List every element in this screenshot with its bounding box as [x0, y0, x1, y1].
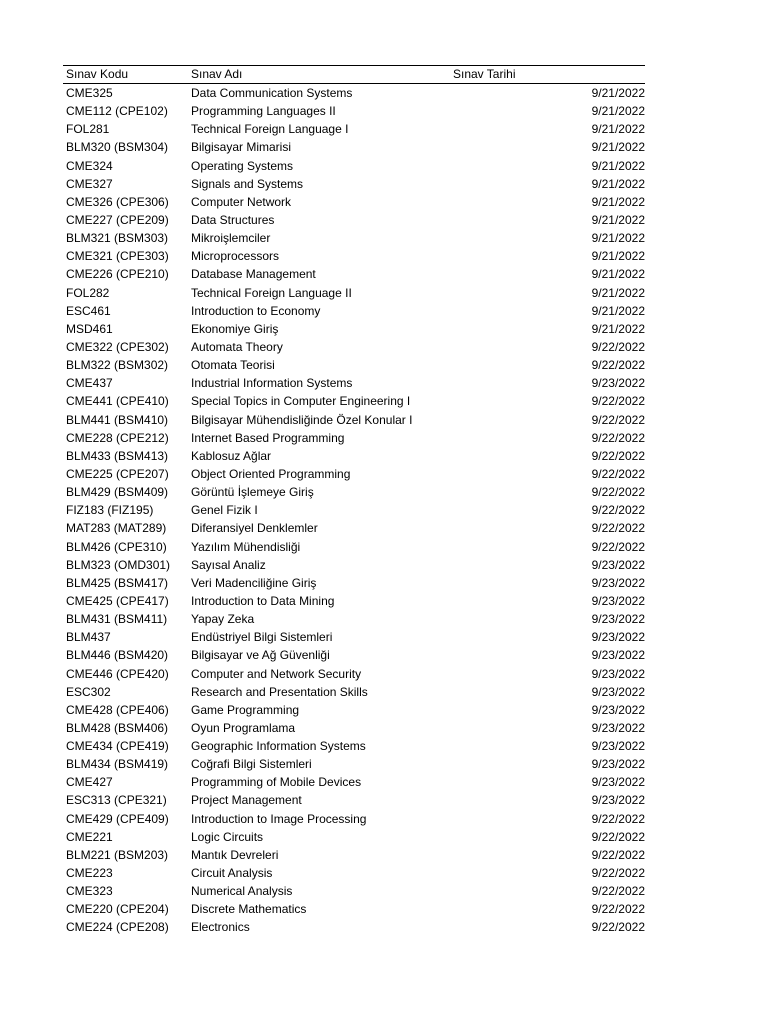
exam-date-cell: 9/23/2022: [591, 757, 645, 772]
exam-date-cell: 9/22/2022: [591, 430, 645, 445]
exam-date-cell: 9/22/2022: [591, 485, 645, 500]
exam-date-cell: 9/23/2022: [591, 376, 645, 391]
table-row: [63, 338, 645, 356]
exam-date-cell: 9/21/2022: [591, 176, 645, 191]
exam-code-cell: BLM429 (BSM409): [66, 485, 169, 500]
exam-name-cell: Circuit Analysis: [191, 866, 273, 881]
exam-date-cell: 9/21/2022: [591, 267, 645, 282]
exam-name-cell: Game Programming: [191, 702, 300, 717]
exam-name-cell: Technical Foreign Language II: [191, 285, 352, 300]
exam-name-cell: Introduction to Data Mining: [191, 593, 335, 608]
exam-date-cell: 9/23/2022: [591, 612, 645, 627]
table-row: [63, 665, 645, 683]
table-row: [63, 592, 645, 610]
exam-name-cell: Automata Theory: [191, 339, 283, 354]
exam-name-cell: Introduction to Image Processing: [191, 811, 367, 826]
header-exam-date: Sınav Tarihi: [453, 67, 516, 81]
table-row: [63, 628, 645, 646]
exam-date-cell: 9/23/2022: [591, 775, 645, 790]
exam-name-cell: Introduction to Economy: [191, 303, 321, 318]
exam-code-cell: MSD461: [66, 321, 113, 336]
exam-name-cell: Sayısal Analiz: [191, 557, 266, 572]
exam-date-cell: 9/22/2022: [591, 539, 645, 554]
table-row: [63, 193, 645, 211]
table-row: [63, 501, 645, 519]
exam-name-cell: Ekonomiye Giriş: [191, 321, 279, 336]
exam-date-cell: 9/23/2022: [591, 557, 645, 572]
table-row: [63, 918, 645, 936]
exam-date-cell: 9/22/2022: [591, 902, 645, 917]
table-row: [63, 574, 645, 592]
exam-name-cell: Electronics: [191, 920, 250, 935]
header-exam-name: Sınav Adı: [191, 67, 243, 81]
table-row: [63, 302, 645, 320]
exam-name-cell: Görüntü İşlemeye Giriş: [191, 485, 314, 500]
exam-code-cell: CME221: [66, 829, 113, 844]
table-row: [63, 646, 645, 664]
exam-name-cell: Otomata Teorisi: [191, 358, 275, 373]
exam-code-cell: ESC302: [66, 684, 111, 699]
table-body: [63, 84, 645, 937]
exam-code-cell: CME326 (CPE306): [66, 194, 169, 209]
exam-code-cell: CME325: [66, 86, 113, 100]
table-row: [63, 755, 645, 773]
exam-code-cell: CME228 (CPE212): [66, 430, 169, 445]
exam-code-cell: CME322 (CPE302): [66, 339, 169, 354]
exam-date-cell: 9/22/2022: [591, 466, 645, 481]
exam-date-cell: 9/23/2022: [591, 666, 645, 681]
exam-name-cell: Discrete Mathematics: [191, 902, 307, 917]
exam-date-cell: 9/21/2022: [591, 249, 645, 264]
table-row: [63, 791, 645, 809]
table-row: [63, 846, 645, 864]
table-row: [63, 284, 645, 302]
exam-name-cell: Bilgisayar ve Ağ Güvenliği: [191, 648, 330, 663]
exam-code-cell: BLM322 (BSM302): [66, 358, 169, 373]
exam-name-cell: Genel Fizik I: [191, 503, 258, 518]
exam-name-cell: Bilgisayar Mimarisi: [191, 140, 292, 155]
table-row: [63, 519, 645, 537]
exam-date-cell: 9/23/2022: [591, 739, 645, 754]
exam-name-cell: Industrial Information Systems: [191, 376, 353, 391]
exam-code-cell: FIZ183 (FIZ195): [66, 503, 154, 518]
exam-code-cell: CME323: [66, 884, 113, 899]
exam-code-cell: BLM433 (BSM413): [66, 448, 169, 463]
table-row: [63, 374, 645, 392]
exam-date-cell: 9/21/2022: [591, 321, 645, 336]
exam-code-cell: CME327: [66, 176, 113, 191]
exam-code-cell: CME227 (CPE209): [66, 212, 169, 227]
exam-date-cell: 9/22/2022: [591, 358, 645, 373]
exam-code-cell: BLM426 (CPE310): [66, 539, 167, 554]
table-row: [63, 882, 645, 900]
exam-code-cell: CME224 (CPE208): [66, 920, 169, 935]
exam-code-cell: BLM428 (BSM406): [66, 720, 169, 735]
exam-date-cell: 9/22/2022: [591, 811, 645, 826]
exam-date-cell: 9/21/2022: [591, 231, 645, 246]
table-row: [63, 429, 645, 447]
table-row: [63, 247, 645, 265]
exam-date-cell: 9/22/2022: [591, 884, 645, 899]
exam-code-cell: CME425 (CPE417): [66, 593, 169, 608]
exam-code-cell: BLM431 (BSM411): [66, 612, 168, 627]
exam-name-cell: Computer Network: [191, 194, 292, 209]
table-row: [63, 320, 645, 338]
exam-date-cell: 9/22/2022: [591, 503, 645, 518]
table-row: [63, 411, 645, 429]
exam-date-cell: 9/23/2022: [591, 575, 645, 590]
exam-name-cell: Mantık Devreleri: [191, 847, 279, 862]
table-header-row: [63, 65, 645, 84]
exam-date-cell: 9/21/2022: [591, 122, 645, 137]
exam-name-cell: Signals and Systems: [191, 176, 304, 191]
exam-name-cell: Oyun Programlama: [191, 720, 296, 735]
exam-date-cell: 9/21/2022: [591, 86, 645, 100]
table-row: [63, 864, 645, 882]
exam-name-cell: Technical Foreign Language I: [191, 122, 349, 137]
table-row: [63, 265, 645, 283]
exam-date-cell: 9/21/2022: [591, 212, 645, 227]
table-row: [63, 683, 645, 701]
table-row: [63, 211, 645, 229]
exam-date-cell: 9/21/2022: [591, 303, 645, 318]
exam-date-cell: 9/22/2022: [591, 394, 645, 409]
exam-code-cell: BLM434 (BSM419): [66, 757, 169, 772]
exam-code-cell: CME441 (CPE410): [66, 394, 169, 409]
exam-date-cell: 9/23/2022: [591, 593, 645, 608]
exam-name-cell: Project Management: [191, 793, 302, 808]
exam-name-cell: Microprocessors: [191, 249, 280, 264]
exam-date-cell: 9/22/2022: [591, 866, 645, 881]
exam-date-cell: 9/21/2022: [591, 140, 645, 155]
exam-code-cell: BLM323 (OMD301): [66, 557, 171, 572]
table-row: [63, 773, 645, 791]
exam-date-cell: 9/22/2022: [591, 521, 645, 536]
exam-code-cell: BLM441 (BSM410): [66, 412, 169, 427]
exam-name-cell: Object Oriented Programming: [191, 466, 351, 481]
table-row: [63, 465, 645, 483]
table-row: [63, 392, 645, 410]
exam-code-cell: FOL282: [66, 285, 110, 300]
exam-name-cell: Data Communication Systems: [191, 86, 353, 100]
header-exam-code: Sınav Kodu: [66, 67, 129, 81]
table-row: [63, 701, 645, 719]
table-row: [63, 447, 645, 465]
exam-name-cell: Programming Languages II: [191, 104, 336, 119]
exam-code-cell: BLM320 (BSM304): [66, 140, 169, 155]
table-row: [63, 810, 645, 828]
exam-name-cell: Veri Madenciliğine Giriş: [191, 575, 317, 590]
table-row: [63, 828, 645, 846]
exam-name-cell: Special Topics in Computer Engineering I: [191, 394, 411, 409]
exam-date-cell: 9/23/2022: [591, 793, 645, 808]
exam-code-cell: CME223: [66, 866, 113, 881]
exam-code-cell: CME446 (CPE420): [66, 666, 169, 681]
exam-name-cell: Numerical Analysis: [191, 884, 293, 899]
exam-date-cell: 9/22/2022: [591, 920, 645, 935]
exam-date-cell: 9/23/2022: [591, 630, 645, 645]
exam-date-cell: 9/23/2022: [591, 684, 645, 699]
exam-date-cell: 9/21/2022: [591, 285, 645, 300]
table-row: [63, 737, 645, 755]
exam-code-cell: CME225 (CPE207): [66, 466, 169, 481]
exam-name-cell: Programming of Mobile Devices: [191, 775, 362, 790]
exam-code-cell: BLM321 (BSM303): [66, 231, 169, 246]
exam-code-cell: BLM446 (BSM420): [66, 648, 169, 663]
exam-code-cell: BLM425 (BSM417): [66, 575, 169, 590]
table-row: [63, 719, 645, 737]
exam-date-cell: 9/23/2022: [591, 702, 645, 717]
exam-date-cell: 9/22/2022: [591, 448, 645, 463]
exam-date-cell: 9/22/2022: [591, 412, 645, 427]
exam-code-cell: CME428 (CPE406): [66, 702, 169, 717]
exam-code-cell: BLM437: [66, 630, 111, 645]
exam-code-cell: CME427: [66, 775, 113, 790]
exam-code-cell: CME437: [66, 376, 113, 391]
table-row: [63, 157, 645, 175]
exam-name-cell: Yapay Zeka: [191, 612, 255, 627]
table-row: [63, 175, 645, 193]
exam-name-cell: Kablosuz Ağlar: [191, 448, 272, 463]
exam-code-cell: CME220 (CPE204): [66, 902, 169, 917]
table-row: [63, 556, 645, 574]
table-row: [63, 102, 645, 120]
table-row: [63, 138, 645, 156]
exam-date-cell: 9/22/2022: [591, 339, 645, 354]
exam-code-cell: FOL281: [66, 122, 110, 137]
exam-name-cell: Internet Based Programming: [191, 430, 345, 445]
table-row: [63, 356, 645, 374]
exam-code-cell: CME434 (CPE419): [66, 739, 169, 754]
exam-name-cell: Database Management: [191, 267, 316, 282]
exam-name-cell: Data Structures: [191, 212, 275, 227]
table-row: [63, 610, 645, 628]
table-row: [63, 538, 645, 556]
exam-name-cell: Mikroişlemciler: [191, 231, 271, 246]
exam-name-cell: Research and Presentation Skills: [191, 684, 368, 699]
exam-name-cell: Endüstriyel Bilgi Sistemleri: [191, 630, 333, 645]
exam-date-cell: 9/22/2022: [591, 847, 645, 862]
exam-code-cell: CME324: [66, 158, 113, 173]
exam-code-cell: CME112 (CPE102): [66, 104, 168, 119]
exam-code-cell: CME226 (CPE210): [66, 267, 169, 282]
exam-date-cell: 9/23/2022: [591, 720, 645, 735]
table-row: [63, 229, 645, 247]
exam-code-cell: ESC461: [66, 303, 111, 318]
exam-name-cell: Computer and Network Security: [191, 666, 362, 681]
exam-name-cell: Coğrafi Bilgi Sistemleri: [191, 757, 312, 772]
exam-date-cell: 9/21/2022: [591, 194, 645, 209]
exam-name-cell: Logic Circuits: [191, 829, 264, 844]
exam-name-cell: Geographic Information Systems: [191, 739, 366, 754]
exam-code-cell: CME321 (CPE303): [66, 249, 169, 264]
table-row: [63, 483, 645, 501]
table-row: [63, 120, 645, 138]
exam-name-cell: Bilgisayar Mühendisliğinde Özel Konular I: [191, 412, 413, 427]
table-row: [63, 84, 645, 102]
exam-date-cell: 9/23/2022: [591, 648, 645, 663]
exam-date-cell: 9/22/2022: [591, 829, 645, 844]
exam-name-cell: Diferansiyel Denklemler: [191, 521, 318, 536]
exam-code-cell: CME429 (CPE409): [66, 811, 169, 826]
table-row: [63, 900, 645, 918]
exam-schedule-table: [63, 65, 645, 937]
exam-name-cell: Yazılım Mühendisliği: [191, 539, 301, 554]
exam-code-cell: ESC313 (CPE321): [66, 793, 167, 808]
exam-date-cell: 9/21/2022: [591, 158, 645, 173]
exam-name-cell: Operating Systems: [191, 158, 294, 173]
exam-code-cell: MAT283 (MAT289): [66, 521, 167, 536]
exam-date-cell: 9/21/2022: [591, 104, 645, 119]
exam-code-cell: BLM221 (BSM203): [66, 847, 169, 862]
